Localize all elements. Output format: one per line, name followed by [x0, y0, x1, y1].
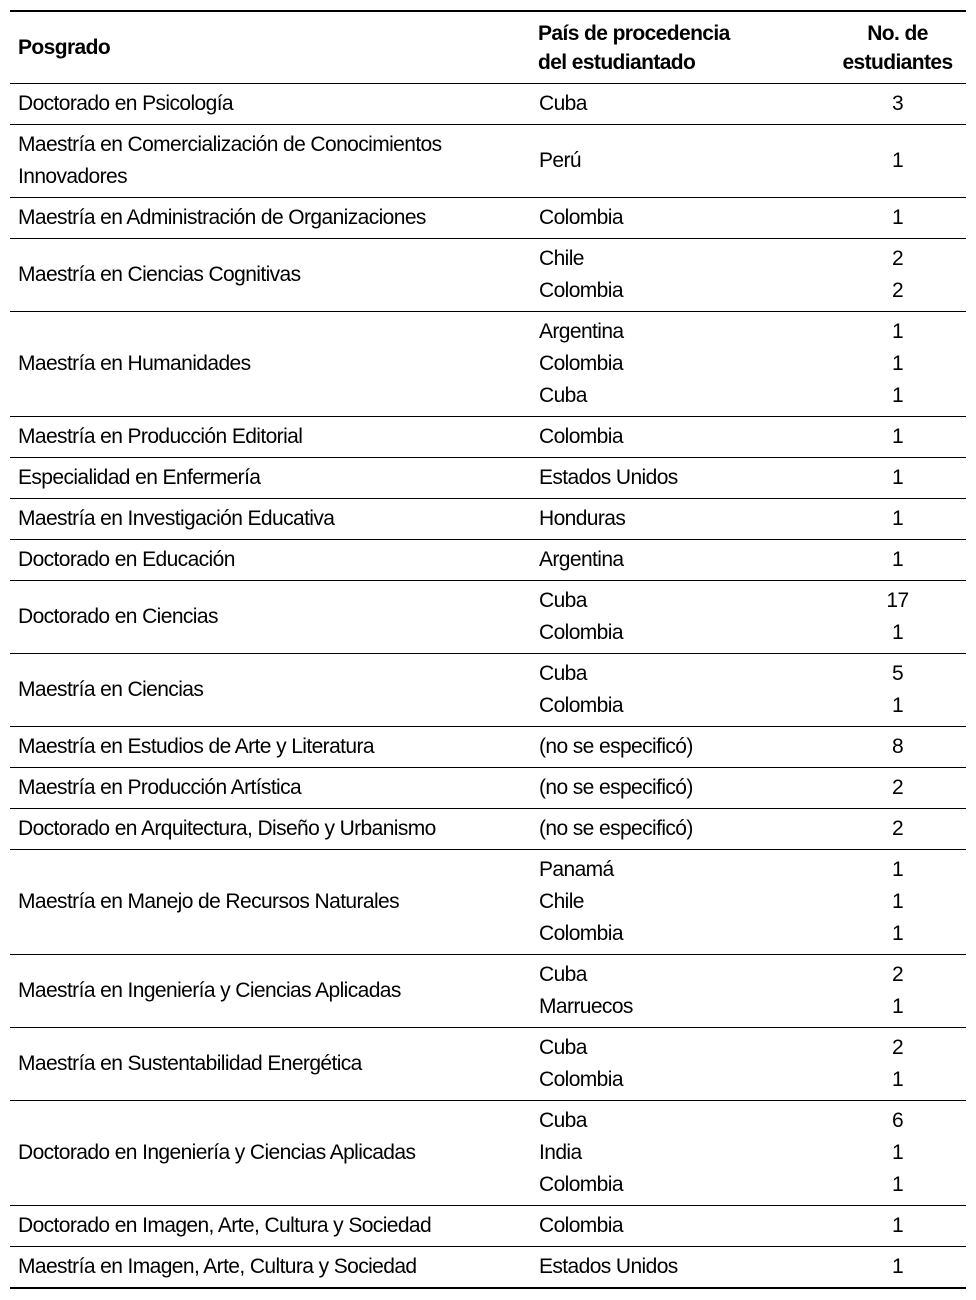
student-count: 2: [891, 279, 904, 302]
country-name: (no se especificó): [539, 776, 693, 799]
cell-pais: [530, 768, 829, 809]
posgrado-students-table: [10, 10, 966, 1289]
posgrado-name: Doctorado en Ingeniería y Ciencias Aplicadas: [18, 1141, 416, 1164]
cell-numero: [829, 850, 966, 955]
header-numero: [829, 11, 966, 84]
cell-posgrado: [10, 1101, 530, 1206]
posgrado-name: Maestría en Ciencias Cognitivas: [18, 263, 301, 286]
student-count: 2: [891, 817, 904, 840]
country-name: Cuba: [539, 589, 587, 612]
cell-numero: [829, 540, 966, 581]
student-count: 1: [891, 548, 904, 571]
student-count: 6: [891, 1109, 904, 1132]
cell-pais: [530, 581, 829, 654]
cell-numero: [829, 727, 966, 768]
student-count: 1: [891, 149, 904, 172]
country-name: Marruecos: [539, 995, 633, 1018]
country-name: India: [539, 1141, 582, 1164]
posgrado-name: Doctorado en Ciencias: [18, 605, 218, 628]
cell-posgrado: [10, 312, 530, 417]
table-row: [10, 727, 966, 768]
cell-numero: [829, 1101, 966, 1206]
cell-pais: [530, 1101, 829, 1206]
student-count: 1: [891, 694, 904, 717]
student-count: 1: [891, 507, 904, 530]
student-count: 1: [891, 890, 904, 913]
country-name: Cuba: [539, 662, 587, 685]
cell-pais: [530, 499, 829, 540]
cell-posgrado: [10, 499, 530, 540]
table-row: [10, 955, 966, 1028]
cell-numero: [829, 458, 966, 499]
student-count: 1: [891, 384, 904, 407]
header-numero-line: No. de: [867, 21, 928, 45]
cell-posgrado: [10, 955, 530, 1028]
table-row: [10, 417, 966, 458]
cell-numero: [829, 417, 966, 458]
country-name: Colombia: [539, 694, 623, 717]
cell-posgrado: [10, 84, 530, 125]
cell-numero: [829, 654, 966, 727]
student-count: 2: [891, 247, 904, 270]
cell-posgrado: [10, 768, 530, 809]
header-posgrado-label: Posgrado: [18, 36, 111, 59]
table-row: [10, 125, 966, 198]
cell-posgrado: [10, 540, 530, 581]
posgrado-name: Doctorado en Imagen, Arte, Cultura y Sociedad: [18, 1214, 432, 1237]
table-row: [10, 312, 966, 417]
cell-posgrado: [10, 654, 530, 727]
posgrado-name: Maestría en Humanidades: [18, 352, 251, 375]
student-count: 1: [891, 621, 904, 644]
student-count: 1: [891, 206, 904, 229]
cell-pais: [530, 84, 829, 125]
table-header-row: [10, 11, 966, 84]
cell-posgrado: [10, 1028, 530, 1101]
posgrado-name: Maestría en Producción Editorial: [18, 425, 303, 448]
country-name: Colombia: [539, 922, 623, 945]
country-name: Perú: [539, 149, 581, 172]
country-name: Colombia: [539, 621, 623, 644]
table-row: [10, 540, 966, 581]
table-row: [10, 1206, 966, 1247]
student-count: 1: [891, 1068, 904, 1091]
country-name: (no se especificó): [539, 817, 693, 840]
country-name: Argentina: [539, 320, 624, 343]
table-row: [10, 239, 966, 312]
cell-numero: [829, 84, 966, 125]
country-name: Colombia: [539, 1214, 623, 1237]
cell-pais: [530, 1247, 829, 1289]
country-name: Colombia: [539, 352, 623, 375]
cell-posgrado: [10, 581, 530, 654]
cell-numero: [829, 499, 966, 540]
cell-pais: [530, 809, 829, 850]
cell-pais: [530, 417, 829, 458]
cell-pais: [530, 850, 829, 955]
country-name: Argentina: [539, 548, 624, 571]
posgrado-name: Maestría en Manejo de Recursos Naturales: [18, 890, 400, 913]
table-row: [10, 1028, 966, 1101]
cell-posgrado: [10, 239, 530, 312]
posgrado-name: Maestría en Sustentabilidad Energética: [18, 1052, 362, 1075]
cell-numero: [829, 1028, 966, 1101]
cell-numero: [829, 1247, 966, 1289]
country-name: Colombia: [539, 425, 623, 448]
cell-posgrado: [10, 458, 530, 499]
cell-posgrado: [10, 125, 530, 198]
student-count: 1: [891, 858, 904, 881]
table-row: [10, 768, 966, 809]
cell-pais: [530, 540, 829, 581]
cell-posgrado: [10, 417, 530, 458]
student-count: 1: [891, 1173, 904, 1196]
posgrado-name: Maestría en Ingeniería y Ciencias Aplicadas: [18, 979, 401, 1002]
cell-pais: [530, 1028, 829, 1101]
table-row: [10, 850, 966, 955]
country-name: Colombia: [539, 1173, 623, 1196]
country-name: Cuba: [539, 1109, 587, 1132]
cell-pais: [530, 458, 829, 499]
cell-numero: [829, 955, 966, 1028]
student-count: 2: [891, 776, 904, 799]
header-pais: [530, 11, 829, 84]
cell-posgrado: [10, 1206, 530, 1247]
country-name: Cuba: [539, 92, 587, 115]
country-name: Honduras: [539, 507, 626, 530]
student-count: 1: [891, 1214, 904, 1237]
student-count: 1: [891, 466, 904, 489]
header-pais-line: País de procedencia: [538, 21, 730, 45]
country-name: Estados Unidos: [539, 1255, 678, 1278]
student-count: 2: [891, 963, 904, 986]
student-count: 1: [891, 995, 904, 1018]
table-row: [10, 499, 966, 540]
country-name: Cuba: [539, 384, 587, 407]
cell-posgrado: [10, 198, 530, 239]
posgrado-name: Maestría en Estudios de Arte y Literatura: [18, 735, 374, 758]
table-row: [10, 654, 966, 727]
student-count: 1: [891, 1141, 904, 1164]
cell-posgrado: [10, 727, 530, 768]
cell-pais: [530, 125, 829, 198]
cell-posgrado: [10, 809, 530, 850]
table-row: [10, 1101, 966, 1206]
cell-pais: [530, 955, 829, 1028]
cell-pais: [530, 1206, 829, 1247]
country-name: Colombia: [539, 206, 623, 229]
cell-numero: [829, 239, 966, 312]
cell-numero: [829, 768, 966, 809]
country-name: Estados Unidos: [539, 466, 678, 489]
posgrado-name: Doctorado en Psicología: [18, 92, 234, 115]
cell-pais: [530, 198, 829, 239]
student-count: 2: [891, 1036, 904, 1059]
country-name: Chile: [539, 890, 584, 913]
country-name: Chile: [539, 247, 584, 270]
header-posgrado: [10, 11, 530, 84]
posgrado-name: Maestría en Producción Artística: [18, 776, 302, 799]
posgrado-name: Maestría en Investigación Educativa: [18, 507, 335, 530]
country-name: Cuba: [539, 963, 587, 986]
country-name: Panamá: [539, 858, 614, 881]
country-name: Colombia: [539, 1068, 623, 1091]
cell-pais: [530, 654, 829, 727]
student-count: 1: [891, 425, 904, 448]
table-row: [10, 198, 966, 239]
header-pais-line: del estudiantado: [538, 50, 696, 74]
country-name: Cuba: [539, 1036, 587, 1059]
cell-numero: [829, 198, 966, 239]
cell-posgrado: [10, 1247, 530, 1289]
cell-numero: [829, 809, 966, 850]
cell-numero: [829, 1206, 966, 1247]
student-count: 5: [891, 662, 904, 685]
table-body: [10, 84, 966, 1289]
posgrado-name: Maestría en Comercialización de Conocimientos: [18, 133, 442, 156]
table-row: [10, 1247, 966, 1289]
student-count: 1: [891, 1255, 904, 1278]
cell-pais: [530, 312, 829, 417]
posgrado-name: Especialidad en Enfermería: [18, 466, 261, 489]
posgrado-name: Maestría en Administración de Organizaciones: [18, 206, 426, 229]
cell-numero: [829, 581, 966, 654]
cell-numero: [829, 125, 966, 198]
posgrado-name: Maestría en Imagen, Arte, Cultura y Sociedad: [18, 1255, 417, 1278]
header-numero-line: estudiantes: [842, 50, 953, 74]
country-name: (no se especificó): [539, 735, 693, 758]
student-count: 8: [891, 735, 904, 758]
posgrado-name: Doctorado en Educación: [18, 548, 235, 571]
cell-pais: [530, 727, 829, 768]
cell-pais: [530, 239, 829, 312]
table-row: [10, 458, 966, 499]
student-count: 17: [886, 589, 909, 612]
posgrado-name: Doctorado en Arquitectura, Diseño y Urbanismo: [18, 817, 436, 840]
cell-posgrado: [10, 850, 530, 955]
posgrado-name: Innovadores: [18, 165, 127, 188]
student-count: 1: [891, 320, 904, 343]
student-count: 1: [891, 922, 904, 945]
student-count: 3: [891, 92, 904, 115]
table-row: [10, 809, 966, 850]
cell-numero: [829, 312, 966, 417]
country-name: Colombia: [539, 279, 623, 302]
table-row: [10, 84, 966, 125]
table-row: [10, 581, 966, 654]
student-count: 1: [891, 352, 904, 375]
posgrado-name: Maestría en Ciencias: [18, 678, 204, 701]
